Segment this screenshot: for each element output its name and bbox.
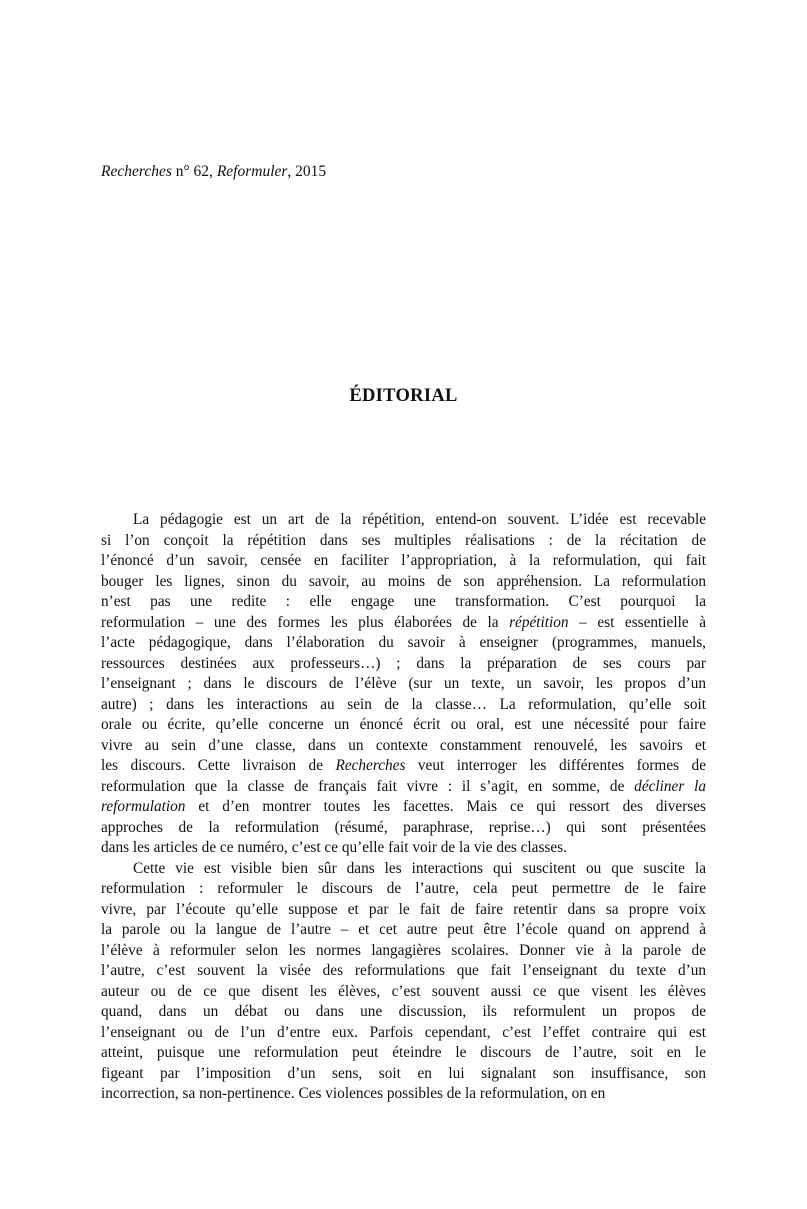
text-segment: bouger les lignes, sinon du savoir, au moins de son appréhension. La reformulation: [101, 572, 706, 590]
page-title: ÉDITORIAL: [349, 386, 458, 406]
text-line: [101, 572, 706, 593]
text-line: [101, 961, 706, 982]
italic-text: répétition: [509, 613, 569, 631]
issue-year: , 2015: [287, 163, 327, 180]
italic-text: reformulation: [101, 798, 186, 815]
text-segment: reformulation – une des formes les plus élaborées de la: [101, 613, 510, 631]
text-line: [101, 941, 706, 962]
issue-theme: Reformuler: [216, 163, 288, 180]
text-line: [101, 1043, 706, 1064]
text-segment: l’autre, c’est souvent la visée des reformulations que fait l’enseignant du texte d’un: [101, 962, 706, 979]
text-line: [101, 1064, 706, 1085]
text-segment: et d’en montrer toutes les facettes. Mais ce qui ressort des diverses: [185, 798, 706, 815]
text-segment: auteur ou de ce que disent les élèves, c’est souvent aussi ce que visent les élèves: [101, 982, 706, 1000]
italic-text: Recherches: [335, 757, 406, 774]
text-line: [101, 920, 706, 941]
text-line: [101, 879, 706, 900]
text-line: [101, 818, 706, 839]
text-segment: vivre, par l’écoute qu’elle suppose et par le fait de faire retentir dans sa propre voix: [101, 900, 706, 918]
text-segment: l’enseignant ; dans le discours de l’élève (sur un texte, un savoir, les propos d’un: [101, 675, 706, 692]
text-segment: La pédagogie est un art de la répétition, entend-on souvent. L’idée est recevable: [133, 511, 706, 528]
journal-name: Recherches: [101, 163, 172, 180]
text-segment: l’élève à reformuler selon les normes langagières scolaires. Donner vie à la parole de: [101, 941, 706, 959]
running-header: [101, 163, 326, 181]
text-segment: les discours. Cette livraison de: [101, 757, 336, 774]
text-line: [101, 1023, 706, 1044]
text-line: [101, 674, 706, 695]
text-line: [101, 777, 706, 798]
text-line: [101, 736, 706, 757]
text-line: [101, 1002, 706, 1023]
text-segment: reformulation que la classe de français fait vivre : il s’agit, en somme, de: [101, 777, 635, 795]
text-line: [101, 695, 706, 716]
text-line: [101, 633, 706, 654]
text-segment: – est essentielle à: [568, 613, 706, 631]
text-line: [101, 900, 706, 921]
text-segment: atteint, puisque une reformulation peut éteindre le discours de l’autre, soit en le: [101, 1044, 706, 1061]
text-line: [101, 510, 706, 531]
text-segment: vivre au sein d’une classe, dans un contexte constamment renouvelé, les savoirs et: [101, 736, 706, 754]
text-line: [101, 838, 706, 859]
text-segment: quand, dans un débat ou dans une discussion, ils reformulent un propos de: [101, 1003, 706, 1020]
text-segment: n’est pas une redite : elle engage une transformation. C’est pourquoi la: [101, 593, 706, 610]
text-segment: reformulation : reformuler le discours de l’autre, cela peut permettre de le faire: [101, 880, 706, 897]
issue-number: n° 62,: [171, 163, 217, 180]
text-line: [101, 613, 706, 634]
text-segment: incorrection, sa non-pertinence. Ces violences possibles de la reformulation, on en: [101, 1085, 606, 1102]
text-line: [101, 592, 706, 613]
text-segment: veut interroger les différentes formes de: [405, 757, 706, 774]
text-line: [101, 982, 706, 1003]
text-segment: ressources destinées aux professeurs…) ; dans la préparation de ses cours par: [101, 654, 706, 672]
text-segment: si l’on conçoit la répétition dans ses multiples réalisations : de la récitation de: [101, 531, 706, 549]
text-segment: autre) ; dans les interactions au sein de la classe… La reformulation, qu’elle soit: [101, 695, 706, 713]
text-segment: orale ou écrite, qu’elle concerne un énoncé écrit ou oral, est une nécessité pour faire: [101, 716, 706, 733]
text-line: [101, 654, 706, 675]
text-line: [101, 531, 706, 552]
editorial-body: [101, 510, 706, 1105]
text-line: [101, 1084, 706, 1105]
italic-text: décliner la: [634, 777, 706, 795]
text-segment: figeant par l’imposition d’un sens, soit en lui signalant son insuffisance, son: [101, 1064, 706, 1082]
text-segment: l’enseignant ou de l’un d’entre eux. Parfois cependant, c’est l’effet contraire qui est: [101, 1023, 706, 1041]
text-segment: dans les articles de ce numéro, c’est ce qu’elle fait voir de la vie des classes.: [101, 839, 567, 856]
text-segment: l’énoncé d’un savoir, censée en faciliter l’appropriation, à la reformulation, qui fait: [101, 552, 706, 569]
text-line: [101, 859, 706, 880]
text-line: [101, 551, 706, 572]
text-line: [101, 756, 706, 777]
text-segment: Cette vie est visible bien sûr dans les interactions qui suscitent ou que suscite la: [133, 859, 706, 877]
text-segment: l’acte pédagogique, dans l’élaboration du savoir à enseigner (programmes, manuels,: [101, 634, 706, 651]
text-line: [101, 797, 706, 818]
text-line: [101, 715, 706, 736]
text-segment: approches de la reformulation (résumé, paraphrase, reprise…) qui sont présentées: [101, 818, 706, 836]
text-segment: la parole ou la langue de l’autre – et cet autre peut être l’école quand on apprend à: [101, 921, 706, 938]
